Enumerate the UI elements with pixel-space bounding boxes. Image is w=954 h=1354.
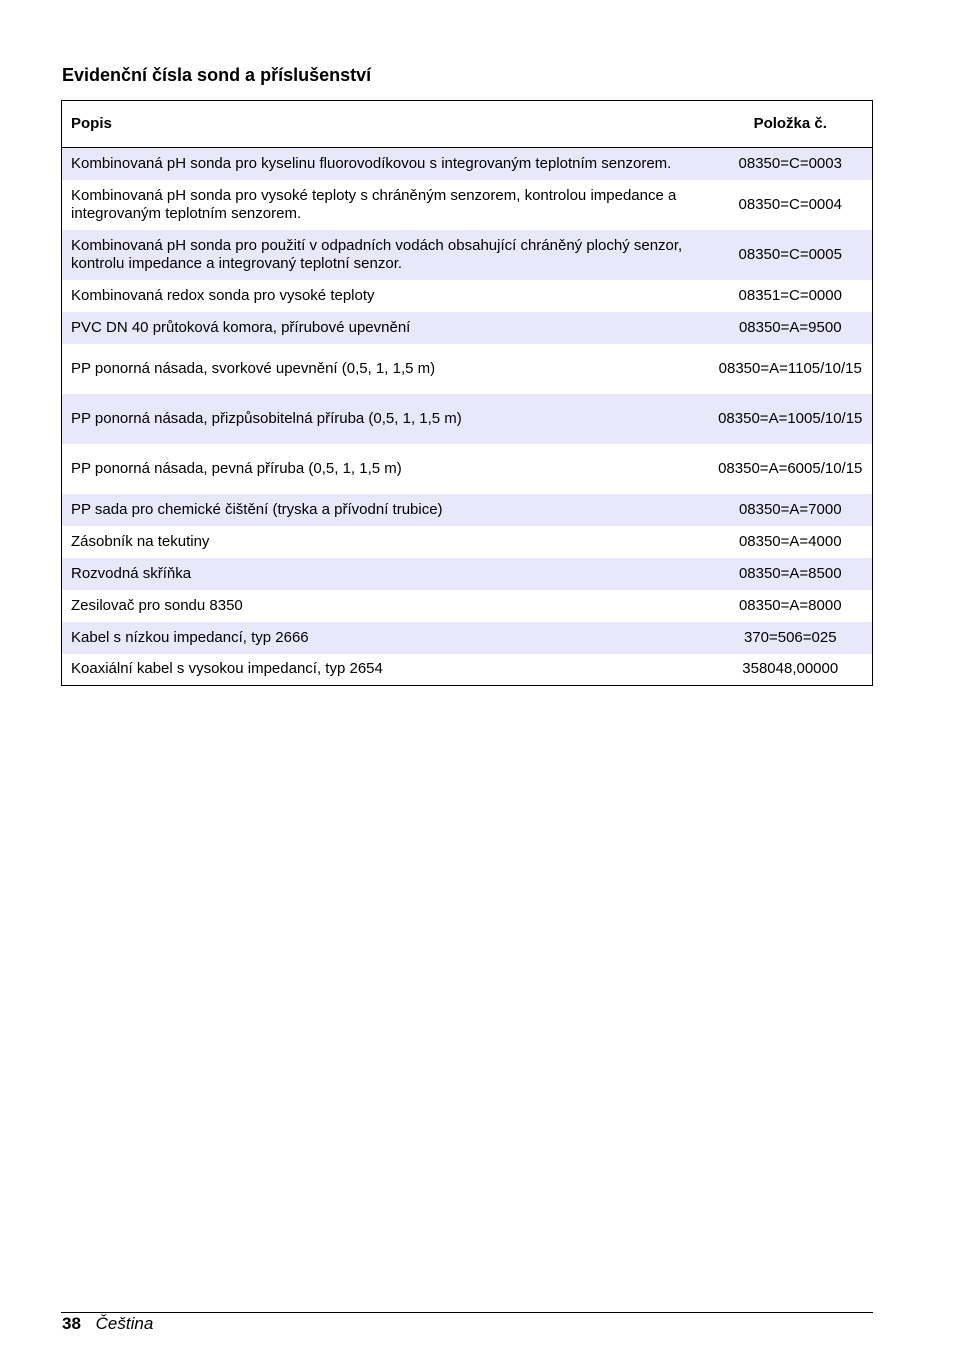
table-row (62, 280, 873, 312)
row-item-number: 370=506=025 (709, 622, 873, 654)
row-description: Koaxiální kabel s vysokou impedancí, typ 2654 (71, 660, 383, 678)
row-item-number: 08351=C=0000 (738, 286, 842, 304)
page-number: 38 (62, 1314, 81, 1333)
row-item-number: 08350=A=1105/10/15 (718, 359, 862, 377)
row-item-number: 08350=A=4000 (738, 532, 842, 550)
header-item-number: Položka č. (709, 101, 873, 148)
table-row (62, 444, 873, 494)
table-row (62, 590, 873, 622)
row-item-number: 08350=A=9500 (709, 312, 873, 344)
row-description: Kombinovaná redox sonda pro vysoké teploty (71, 286, 375, 304)
row-item-number: 08350=C=0003 (709, 148, 873, 180)
row-item-number: 08350=A=6005/10/15 (718, 459, 863, 477)
table-row (62, 526, 873, 558)
row-description: Kombinovaná pH sonda pro kyselinu fluorovodíkovou s integrovaným teplotním senzorem. (62, 148, 709, 180)
table-row (62, 148, 873, 180)
row-item-number: 08350=A=7000 (709, 494, 873, 526)
row-description: PP ponorná násada, svorkové upevnění (0,5, 1, 1,5 m) (71, 359, 436, 377)
row-item-number: 08350=A=1005/10/15 (709, 394, 873, 444)
row-description: Rozvodná skříňka (62, 558, 709, 590)
footer-language: Čeština (95, 1314, 154, 1333)
table-row (62, 230, 873, 280)
table-row (62, 312, 873, 344)
row-item-number: 08350=A=8000 (738, 596, 842, 614)
table-row (62, 394, 873, 444)
table-row (62, 558, 873, 590)
row-item-number: 08350=C=0004 (738, 195, 842, 213)
page-footer (62, 1313, 153, 1335)
row-description: PP ponorná násada, přizpůsobitelná příruba (0,5, 1, 1,5 m) (62, 394, 709, 444)
table-row (62, 344, 873, 394)
row-item-number: 358048,00000 (742, 660, 839, 678)
row-item-number: 08350=A=8500 (709, 558, 873, 590)
row-description: Kombinovaná pH sonda pro vysoké teploty s chráněným senzorem, kontrolou impedance a integrovaným teplotním senzorem. (71, 186, 677, 222)
row-description: Kabel s nízkou impedancí, typ 2666 (62, 622, 709, 654)
footer-divider (61, 1312, 873, 1313)
table-row (62, 180, 873, 230)
table-header-row (62, 101, 873, 148)
header-description: Popis (62, 101, 709, 148)
row-item-number: 08350=C=0005 (709, 230, 873, 280)
row-description: Zásobník na tekutiny (71, 532, 210, 550)
section-title: Evidenční čísla sond a příslušenství (62, 65, 372, 85)
table-row (62, 494, 873, 526)
parts-table (61, 100, 873, 686)
row-description: Kombinovaná pH sonda pro použití v odpadních vodách obsahující chráněný plochý senzor, kontrolu impedance a integrovaný teplotní senzor. (62, 230, 709, 280)
row-description: PP sada pro chemické čištění (tryska a přívodní trubice) (62, 494, 709, 526)
row-description: PP ponorná násada, pevná příruba (0,5, 1, 1,5 m) (71, 459, 402, 477)
row-description: Zesilovač pro sondu 8350 (71, 596, 243, 614)
table-row (62, 622, 873, 654)
table-row (62, 654, 873, 686)
row-description: PVC DN 40 průtoková komora, přírubové upevnění (62, 312, 709, 344)
